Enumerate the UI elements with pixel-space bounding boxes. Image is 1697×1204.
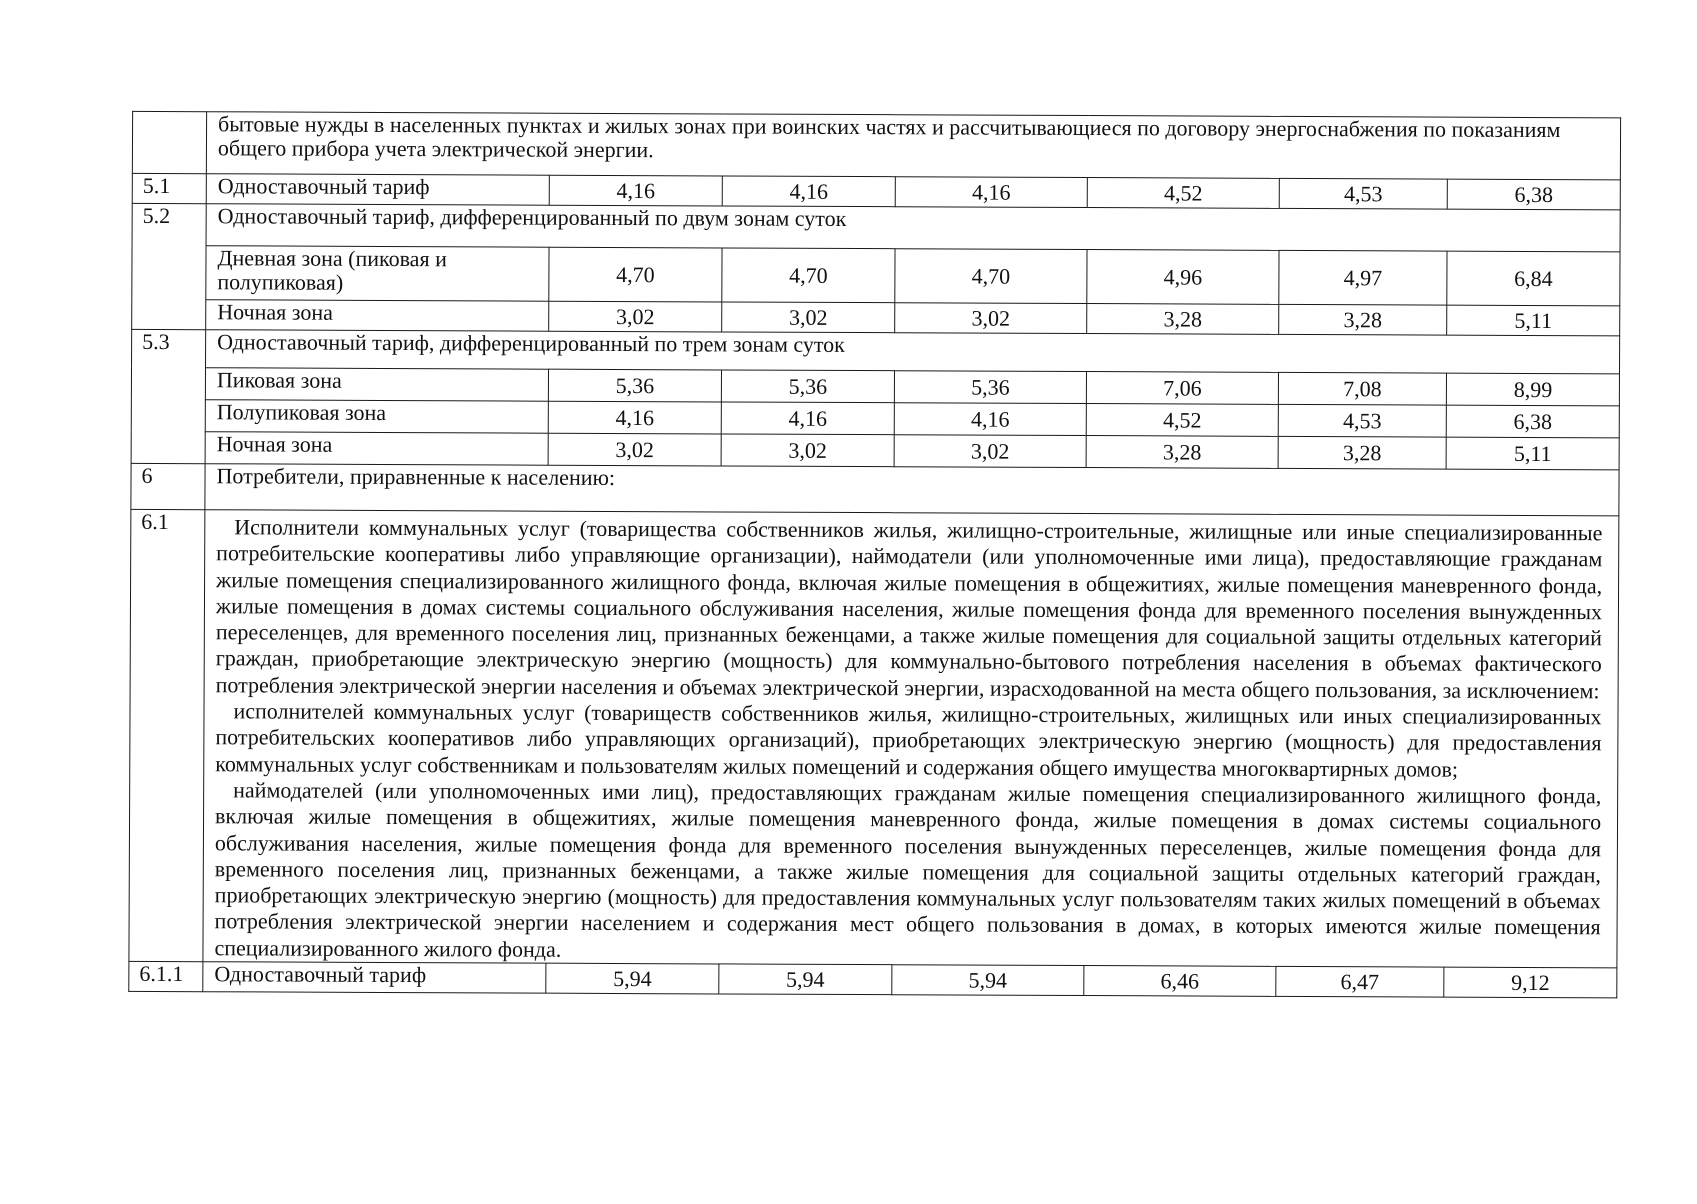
row-label: Одноставочный тариф bbox=[203, 962, 546, 993]
tariff-value: 4,16 bbox=[548, 401, 721, 434]
tariff-value: 4,16 bbox=[722, 176, 895, 207]
paragraph: наймодателей (или уполномоченных ими лиц), предоставляющих гражданам жилые помещения специализированного жилищного фонда, включая жилые помещения в общежитиях, жилые помещения маневренного фонда, жилые помещения в домах системы социального обслуживания населения, жилые помещения фонда для временного поселения вынужденных переселенцев, жилые помещения фонда для временного поселения лиц, признанных беженцами, а также жилые помещения для социальной защиты отдельных категорий граждан, приобретающих электрическую энергию (мощность) для предоставления коммунальных услуг пользователям таких жилых помещений в объемах потребления электрической энергии населением и содержания мест общего пользования в домах, в которых имеются жилые помещения специализированного жилого фонда. bbox=[214, 777, 1602, 962]
table-row-intro bbox=[132, 111, 1620, 179]
zone-label: Пиковая зона bbox=[205, 368, 548, 401]
tariff-value: 6,46 bbox=[1084, 966, 1276, 997]
table-row-5-2-day bbox=[132, 245, 1620, 305]
tariff-value: 4,96 bbox=[1087, 250, 1279, 305]
row-label: Одноставочный тариф bbox=[206, 174, 549, 205]
section-heading: Потребители, приравненные к населению: bbox=[205, 464, 1619, 516]
tariff-value: 7,06 bbox=[1086, 372, 1278, 405]
tariff-value: 4,70 bbox=[895, 249, 1087, 304]
row-number: 6.1 bbox=[129, 509, 205, 961]
tariff-value: 4,97 bbox=[1279, 250, 1447, 305]
table-row-5-3 bbox=[132, 329, 1620, 373]
tariff-value: 5,36 bbox=[721, 370, 894, 403]
tariff-value: 3,02 bbox=[549, 301, 722, 332]
tariff-value: 5,11 bbox=[1446, 437, 1619, 470]
tariff-value: 4,52 bbox=[1086, 404, 1278, 437]
tariff-value: 9,12 bbox=[1444, 967, 1617, 998]
tariff-value: 5,94 bbox=[892, 965, 1084, 996]
tariff-value: 6,84 bbox=[1447, 251, 1620, 306]
intro-text: бытовые нужды в населенных пунктах и жилых зонах при воинских частях и рассчитывающиеся по договору энергоснабжения по показаниям общего прибора учета электрической энергии. bbox=[206, 112, 1620, 180]
paragraph: Исполнители коммунальных услуг (товарищества собственников жилья, жилищно-строительные, жилищные или иные специализированные потребительские кооперативы либо управляющие организации), наймодатели (или уполномоченные ими лица), предоставляющие гражданам жилые помещения специализированного жилищного фонда, включая жилые помещения в общежитиях, жилые помещения маневренного фонда, жилые помещения в домах системы социального обслуживания населения, жилые помещения фонда для временного поселения вынужденных переселенцев, для временного поселения лиц, признанных беженцами, а также жилые помещения для социальной защиты отдельных категорий граждан, приобретающие электрическую энергию (мощность) для коммунально-бытового потребления населения в объемах фактического потребления электрической энергии населения и объемах электрической энергии, израсходованной на места общего пользования, за исключением: bbox=[215, 514, 1603, 704]
tariff-value: 5,36 bbox=[894, 371, 1086, 404]
row-number: 5.2 bbox=[132, 203, 207, 329]
table-row-5-2 bbox=[132, 203, 1620, 251]
tariff-value: 3,28 bbox=[1087, 304, 1279, 335]
table-row-6-1 bbox=[129, 509, 1619, 968]
tariff-value: 4,16 bbox=[549, 175, 722, 206]
row-number-cell bbox=[132, 111, 206, 173]
zone-label: Полупиковая зона bbox=[205, 400, 548, 433]
tariff-value: 4,52 bbox=[1087, 178, 1279, 209]
tariff-value: 4,16 bbox=[895, 177, 1087, 208]
tariff-value: 4,16 bbox=[721, 402, 894, 435]
tariff-value: 6,38 bbox=[1446, 405, 1619, 438]
row-number: 5.3 bbox=[131, 329, 206, 463]
tariff-value: 4,53 bbox=[1278, 404, 1446, 437]
section-heading: Одноставочный тариф, дифференцированный по трем зонам суток bbox=[206, 330, 1620, 374]
tariff-value: 3,02 bbox=[721, 434, 894, 467]
tariff-value: 5,11 bbox=[1447, 305, 1620, 336]
table-row-6 bbox=[131, 463, 1619, 515]
paragraph: исполнителей коммунальных услуг (товариществ собственников жилья, жилищно-строительных, жилищных или иных специализированных потребительских кооперативов либо управляющих организаций), приобретающих электрическую энергию (мощность) для предоставления коммунальных услуг собственникам и пользователям жилых помещений и содержания общего имущества многоквартирных домов; bbox=[215, 698, 1602, 782]
tariff-value: 4,70 bbox=[549, 247, 722, 302]
tariff-value: 4,70 bbox=[722, 248, 895, 303]
tariff-value: 3,28 bbox=[1086, 436, 1278, 469]
tariff-table bbox=[128, 111, 1621, 999]
tariff-value: 3,02 bbox=[894, 435, 1086, 468]
tariff-value: 6,47 bbox=[1276, 966, 1444, 997]
row-number: 6 bbox=[131, 463, 205, 509]
tariff-value: 8,99 bbox=[1446, 373, 1619, 406]
tariff-value: 3,02 bbox=[548, 433, 721, 466]
tariff-value: 4,16 bbox=[894, 403, 1086, 436]
tariff-value: 6,38 bbox=[1447, 179, 1620, 210]
tariff-value: 3,02 bbox=[722, 302, 895, 333]
tariff-value: 5,36 bbox=[548, 369, 721, 402]
zone-label: Ночная зона bbox=[206, 300, 549, 331]
section-heading: Одноставочный тариф, дифференцированный по двум зонам суток bbox=[206, 204, 1620, 252]
tariff-value: 3,02 bbox=[895, 303, 1087, 334]
tariff-value: 3,28 bbox=[1279, 304, 1447, 335]
tariff-value: 5,94 bbox=[719, 964, 892, 995]
section-description bbox=[203, 510, 1619, 968]
row-number: 5.1 bbox=[132, 173, 206, 203]
row-number: 6.1.1 bbox=[129, 961, 203, 991]
tariff-value: 7,08 bbox=[1278, 372, 1446, 405]
zone-label: Ночная зона bbox=[205, 432, 548, 465]
tariff-value: 3,28 bbox=[1278, 436, 1446, 469]
tariff-value: 4,53 bbox=[1279, 178, 1447, 209]
table-row-6-1-1 bbox=[129, 961, 1617, 997]
tariff-value: 5,94 bbox=[546, 963, 719, 994]
zone-label: Дневная зона (пиковая и полупиковая) bbox=[206, 246, 549, 301]
